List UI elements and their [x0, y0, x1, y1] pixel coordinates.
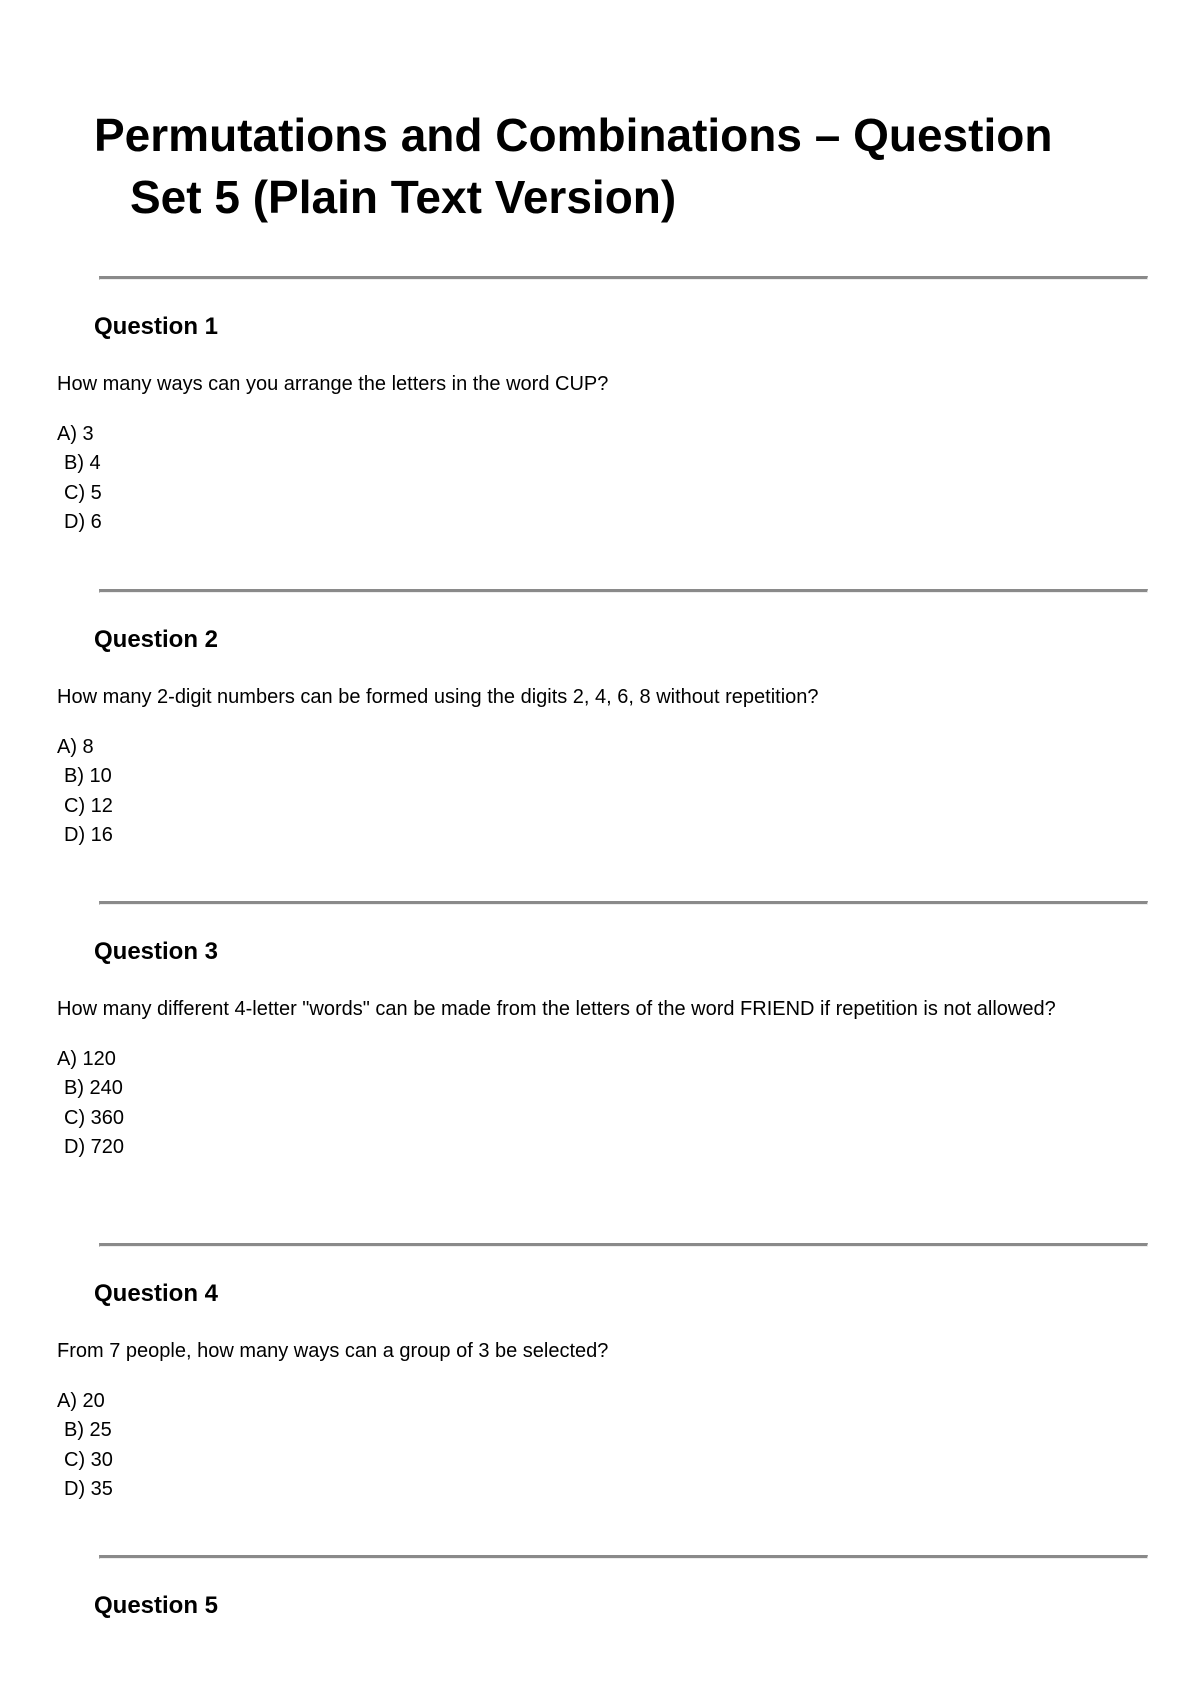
- question-heading: Question 4: [94, 1280, 219, 1307]
- section-divider: [99, 589, 1148, 593]
- question-3: [57, 937, 1147, 1162]
- option-b: B) 25: [64, 1419, 112, 1442]
- answer-options: [57, 1045, 1147, 1162]
- option-d: D) 6: [64, 510, 102, 533]
- question-text: From 7 people, how many ways can a group of 3 be selected?: [57, 1340, 609, 1362]
- question-5: [57, 1591, 1147, 1621]
- question-text: How many 2-digit numbers can be formed using the digits 2, 4, 6, 8 without repetition?: [57, 686, 819, 708]
- question-heading: Question 5: [94, 1592, 219, 1619]
- section-divider: [99, 1555, 1148, 1559]
- option-c: C) 360: [64, 1106, 125, 1129]
- option-c: C) 5: [64, 481, 102, 504]
- option-d: D) 35: [64, 1477, 113, 1500]
- question-heading: Question 1: [94, 313, 219, 340]
- option-c: C) 30: [64, 1448, 113, 1471]
- question-heading: Question 2: [94, 626, 219, 653]
- option-a: A) 20: [57, 1390, 105, 1412]
- section-divider: [99, 1243, 1148, 1247]
- option-b: B) 240: [64, 1077, 123, 1100]
- answer-options: [57, 733, 1147, 850]
- option-a: A) 8: [57, 736, 94, 758]
- option-a: A) 120: [57, 1048, 116, 1070]
- answer-options: [57, 1387, 1147, 1504]
- option-b: B) 4: [64, 452, 101, 475]
- option-b: B) 10: [64, 765, 112, 788]
- question-text: How many ways can you arrange the letters in the word CUP?: [57, 373, 609, 395]
- section-divider: [99, 901, 1148, 905]
- question-1: [57, 312, 1147, 537]
- question-heading: Question 3: [94, 938, 219, 965]
- option-d: D) 720: [64, 1135, 125, 1158]
- question-text: How many different 4-letter "words" can be made from the letters of the word FRIEND if repetition is not allowed?: [57, 998, 1056, 1020]
- option-c: C) 12: [64, 794, 113, 817]
- document-title: Permutations and Combinations – Question Set 5 (Plain Text Version): [94, 109, 1053, 223]
- question-4: [57, 1279, 1147, 1504]
- answer-options: [57, 420, 1147, 537]
- option-d: D) 16: [64, 823, 113, 846]
- section-divider: [99, 276, 1148, 280]
- question-2: [57, 625, 1147, 850]
- option-a: A) 3: [57, 423, 94, 445]
